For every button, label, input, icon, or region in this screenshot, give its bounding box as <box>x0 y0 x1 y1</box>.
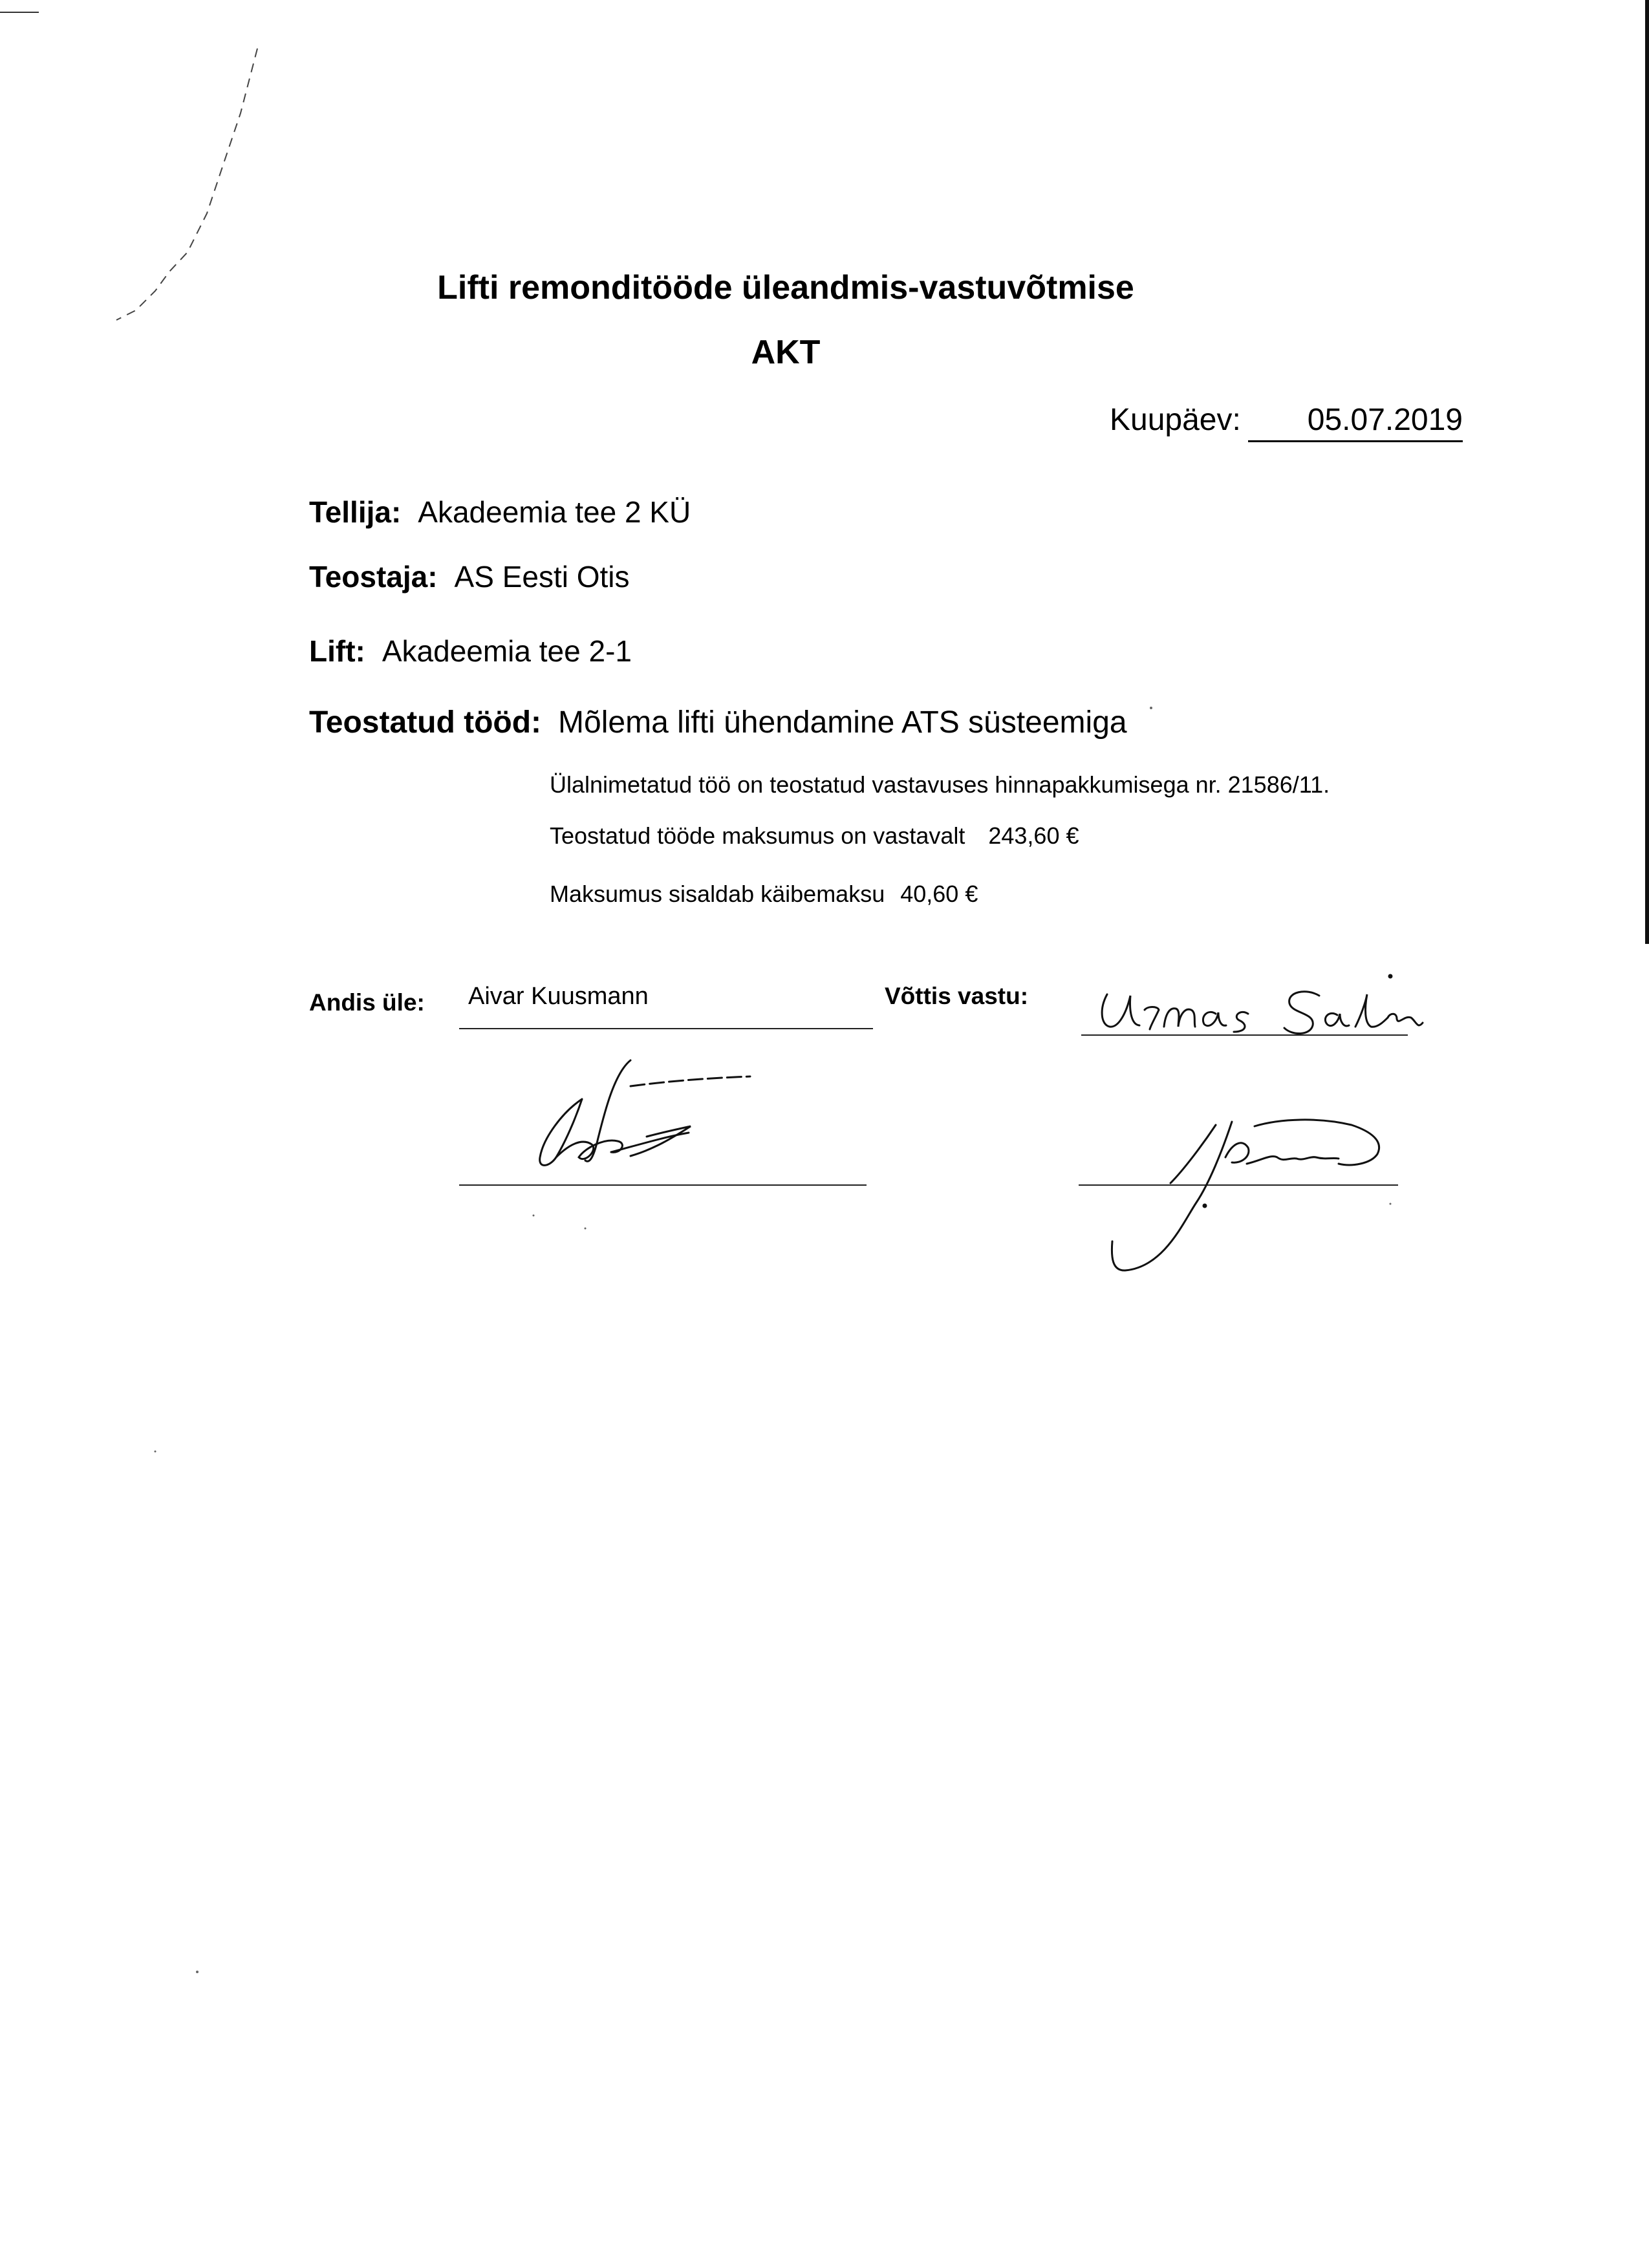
andis-ule-name: Aivar Kuusmann <box>468 983 649 1010</box>
signature-andis-ule <box>540 1060 750 1165</box>
note-vat-text: Maksumus sisaldab käibemaksu <box>550 881 885 907</box>
field-teostaja-label: Teostaja: <box>309 560 438 594</box>
scan-artifact-specks <box>155 707 1392 1973</box>
note-total-cost-text: Teostatud tööde maksumus on vastavalt <box>550 822 965 849</box>
handwritten-name-vottis <box>1102 975 1423 1034</box>
note-offer-reference: Ülalnimetatud töö on teostatud vastavuses hinnapakkumisega nr. 21586/11. <box>550 771 1330 798</box>
signature-vottis-vastu <box>1112 1120 1379 1270</box>
field-teostaja-value: AS Eesti Otis <box>454 560 630 594</box>
note-total-cost-amount: 243,60 € <box>988 822 1079 849</box>
field-tellija-label: Tellija: <box>309 495 402 529</box>
field-lift-value: Akadeemia tee 2-1 <box>382 634 632 668</box>
field-tellija-value: Akadeemia tee 2 KÜ <box>418 495 691 529</box>
scan-artifact-diagonal-line <box>116 48 257 320</box>
field-teostatud-tood-label: Teostatud tööd: <box>309 705 542 740</box>
date-label: Kuupäev: <box>1110 403 1241 437</box>
andis-ule-label: Andis üle: <box>309 989 425 1016</box>
note-vat-amount: 40,60 € <box>900 881 978 907</box>
field-teostatud-tood-value: Mõlema lifti ühendamine ATS süsteemiga <box>558 705 1127 740</box>
document-title: Lifti remonditööde üleandmis-vastuvõtmise <box>437 269 1134 306</box>
document-subtitle: AKT <box>751 334 821 371</box>
date-value: 05.07.2019 <box>1248 402 1463 442</box>
field-lift-label: Lift: <box>309 634 365 668</box>
vottis-vastu-label: Võttis vastu: <box>885 983 1029 1009</box>
